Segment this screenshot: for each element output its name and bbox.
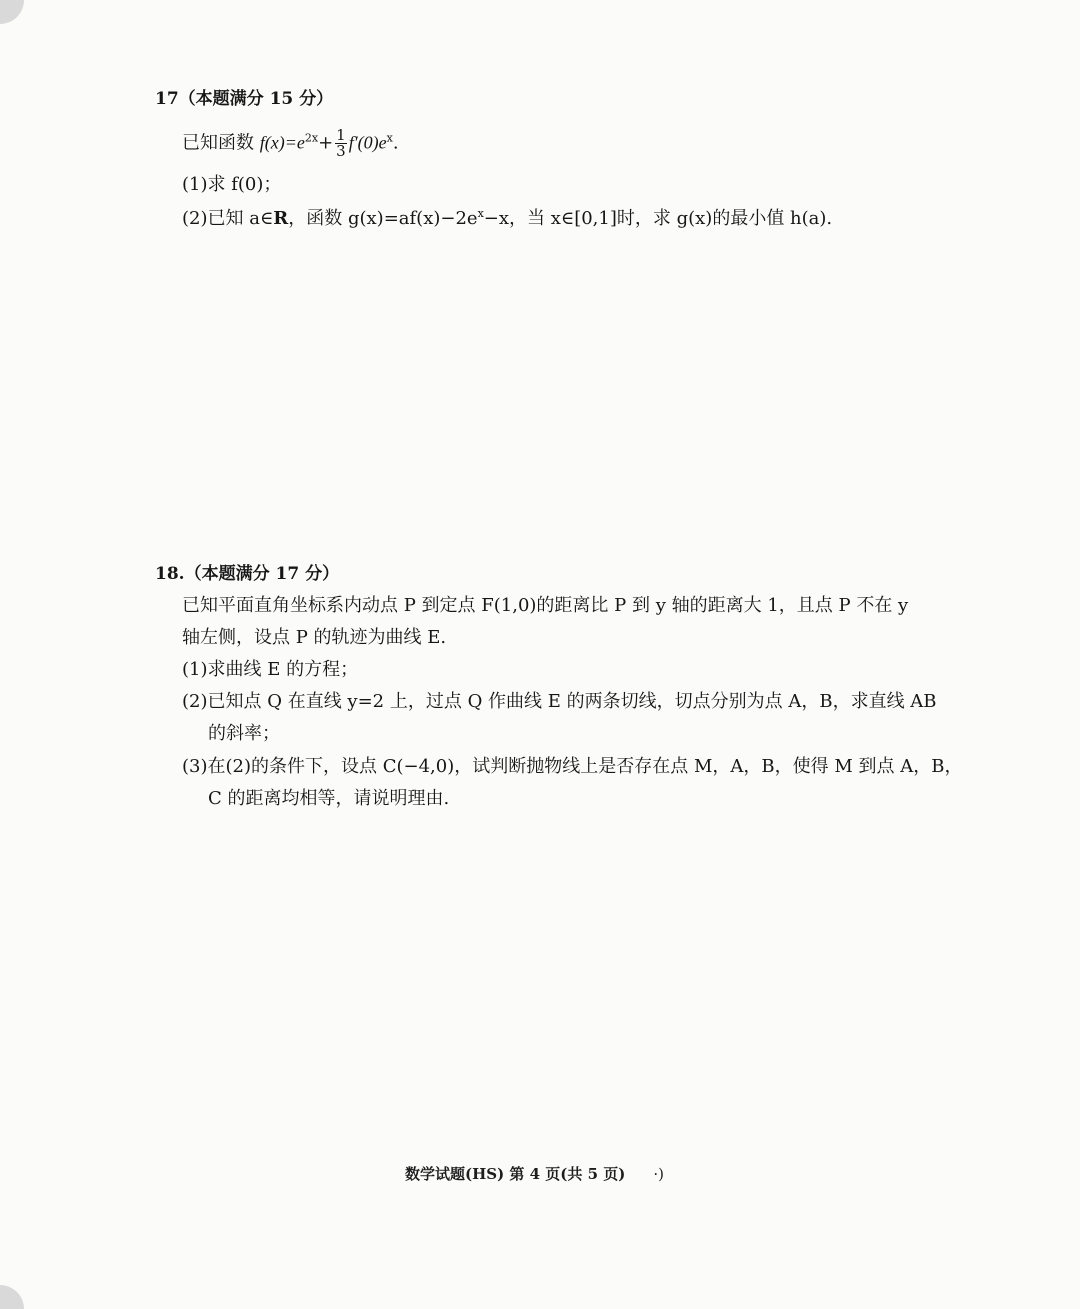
q17-stem-exp1: 2x [304,131,319,145]
footer-page-info: 数学试题(HS) 第 4 页(共 5 页) [405,1165,626,1183]
q17-part2-exp: x [477,207,484,220]
q17-stem-plus: + [318,132,334,154]
q18-part2-line1: (2)已知点 Q 在直线 y=2 上，过点 Q 作曲线 E 的两条切线，切点分别为点 A，B，求直线 AB [182,691,937,712]
q17-part2-real-set: R [273,208,289,229]
q18-part1: (1)求曲线 E 的方程； [182,659,359,680]
q18-stem-line2: 轴左侧，设点 P 的轨迹为曲线 E. [182,627,447,648]
page-corner-top-left [0,0,24,24]
q17-frac-numerator: 1 [336,126,346,144]
q18-part3-line1: (3)在(2)的条件下，设点 C(−4,0)，试判断抛物线上是否存在点 M，A，B，使得 M 到点 A，B， [182,756,963,777]
q18-part3-line2: C 的距离均相等，请说明理由. [208,788,450,809]
q17-stem [182,128,399,159]
q17-part2 [182,206,832,232]
page-footer [405,1163,664,1184]
q17-frac-denominator: 3 [336,142,346,160]
q17-part2-b: ，函数 g(x)=af(x)−2e [288,208,478,229]
q18-header: 18.（本题满分 17 分） [155,564,340,584]
q18-stem-line1: 已知平面直角坐标系内动点 P 到定点 F(1,0)的距离比 P 到 y 轴的距离大 1，且点 P 不在 y [182,595,909,616]
q17-part2-c: −x，当 x∈[0,1]时，求 g(x)的最小值 h(a). [483,208,833,229]
footer-mark: ·) [653,1165,665,1183]
q18-part2-line2: 的斜率； [208,723,280,744]
page-corner-bottom-left [0,1285,24,1309]
q17-part1: (1)求 f(0)； [182,174,282,195]
q17-part2-a: (2)已知 a∈ [182,208,274,229]
q17-stem-prefix: 已知函数 [182,132,254,154]
q17-stem-fx: f(x)=e [259,132,305,153]
q17-header: 17（本题满分 15 分） [155,89,334,109]
q17-stem-exp2: x [386,131,393,145]
q17-stem-end: . [392,132,399,154]
q17-stem-mid: f′(0)e [348,132,387,153]
q17-fraction [335,128,347,159]
